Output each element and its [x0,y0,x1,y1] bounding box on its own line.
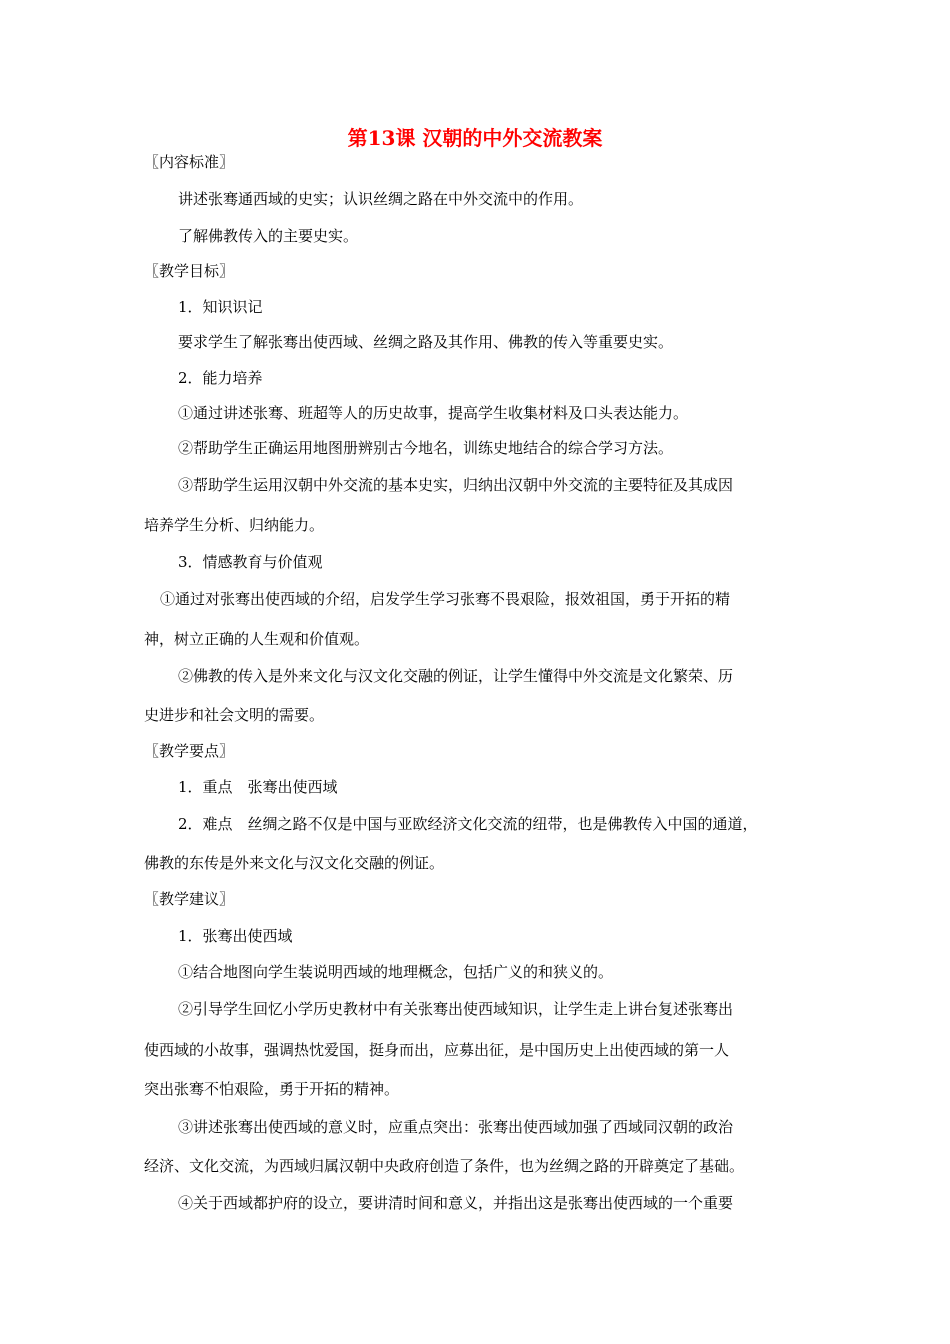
section-heading: 〖教学要点〗 [144,742,235,760]
subheading: 1．张骞出使西域 [178,927,293,945]
paragraph: 1．重点 张骞出使西域 [178,778,338,796]
paragraph-continuation: 史进步和社会文明的需要。 [144,706,325,724]
paragraph: ③帮助学生运用汉朝中外交流的基本史实，归纳出汉朝中外交流的主要特征及其成因 [178,476,734,494]
paragraph: ②引导学生回忆小学历史教材中有关张骞出使西域知识，让学生走上讲台复述张骞出 [178,1000,734,1018]
section-heading: 〖教学建议〗 [144,890,235,908]
paragraph: 讲述张骞通西域的史实；认识丝绸之路在中外交流中的作用。 [178,190,584,208]
paragraph: ①结合地图向学生装说明西域的地理概念，包括广义的和狭义的。 [178,963,614,981]
paragraph: 2．难点 丝绸之路不仅是中国与亚欧经济文化交流的纽带，也是佛教传入中国的通道， [178,815,758,833]
paragraph: ②帮助学生正确运用地图册辨别古今地名，训练史地结合的综合学习方法。 [178,439,674,457]
paragraph-continuation: 经济、文化交流，为西域归属汉朝中央政府创造了条件，也为丝绸之路的开辟奠定了基础。 [144,1157,745,1175]
paragraph: ①通过讲述张骞、班超等人的历史故事，提高学生收集材料及口头表达能力。 [178,404,689,422]
paragraph-continuation: 使西域的小故事，强调热忱爱国，挺身而出，应募出征，是中国历史上出使西域的第一人 [144,1041,730,1059]
paragraph-continuation: 神，树立正确的人生观和价值观。 [144,630,370,648]
subheading: 1．知识识记 [178,298,263,316]
paragraph: ③讲述张骞出使西域的意义时，应重点突出：张骞出使西域加强了西域同汉朝的政治 [178,1118,734,1136]
paragraph: 了解佛教传入的主要史实。 [178,227,359,245]
paragraph: 要求学生了解张骞出使西域、丝绸之路及其作用、佛教的传入等重要史实。 [178,333,674,351]
paragraph: ④关于西域都护府的设立，要讲清时间和意义，并指出这是张骞出使西域的一个重要 [178,1194,734,1212]
paragraph-continuation: 佛教的东传是外来文化与汉文化交融的例证。 [144,854,445,872]
section-heading: 〖内容标准〗 [144,153,235,171]
paragraph-continuation: 突出张骞不怕艰险，勇于开拓的精神。 [144,1080,400,1098]
subheading: 2．能力培养 [178,369,263,387]
section-heading: 〖教学目标〗 [144,262,235,280]
document-title: 第13课 汉朝的中外交流教案 [347,126,603,150]
subheading: 3．情感教育与价值观 [178,553,323,571]
paragraph-continuation: 培养学生分析、归纳能力。 [144,516,325,534]
paragraph: ①通过对张骞出使西域的介绍，启发学生学习张骞不畏艰险，报效祖国，勇于开拓的精 [160,590,731,608]
paragraph: ②佛教的传入是外来文化与汉文化交融的例证，让学生懂得中外交流是文化繁荣、历 [178,667,734,685]
